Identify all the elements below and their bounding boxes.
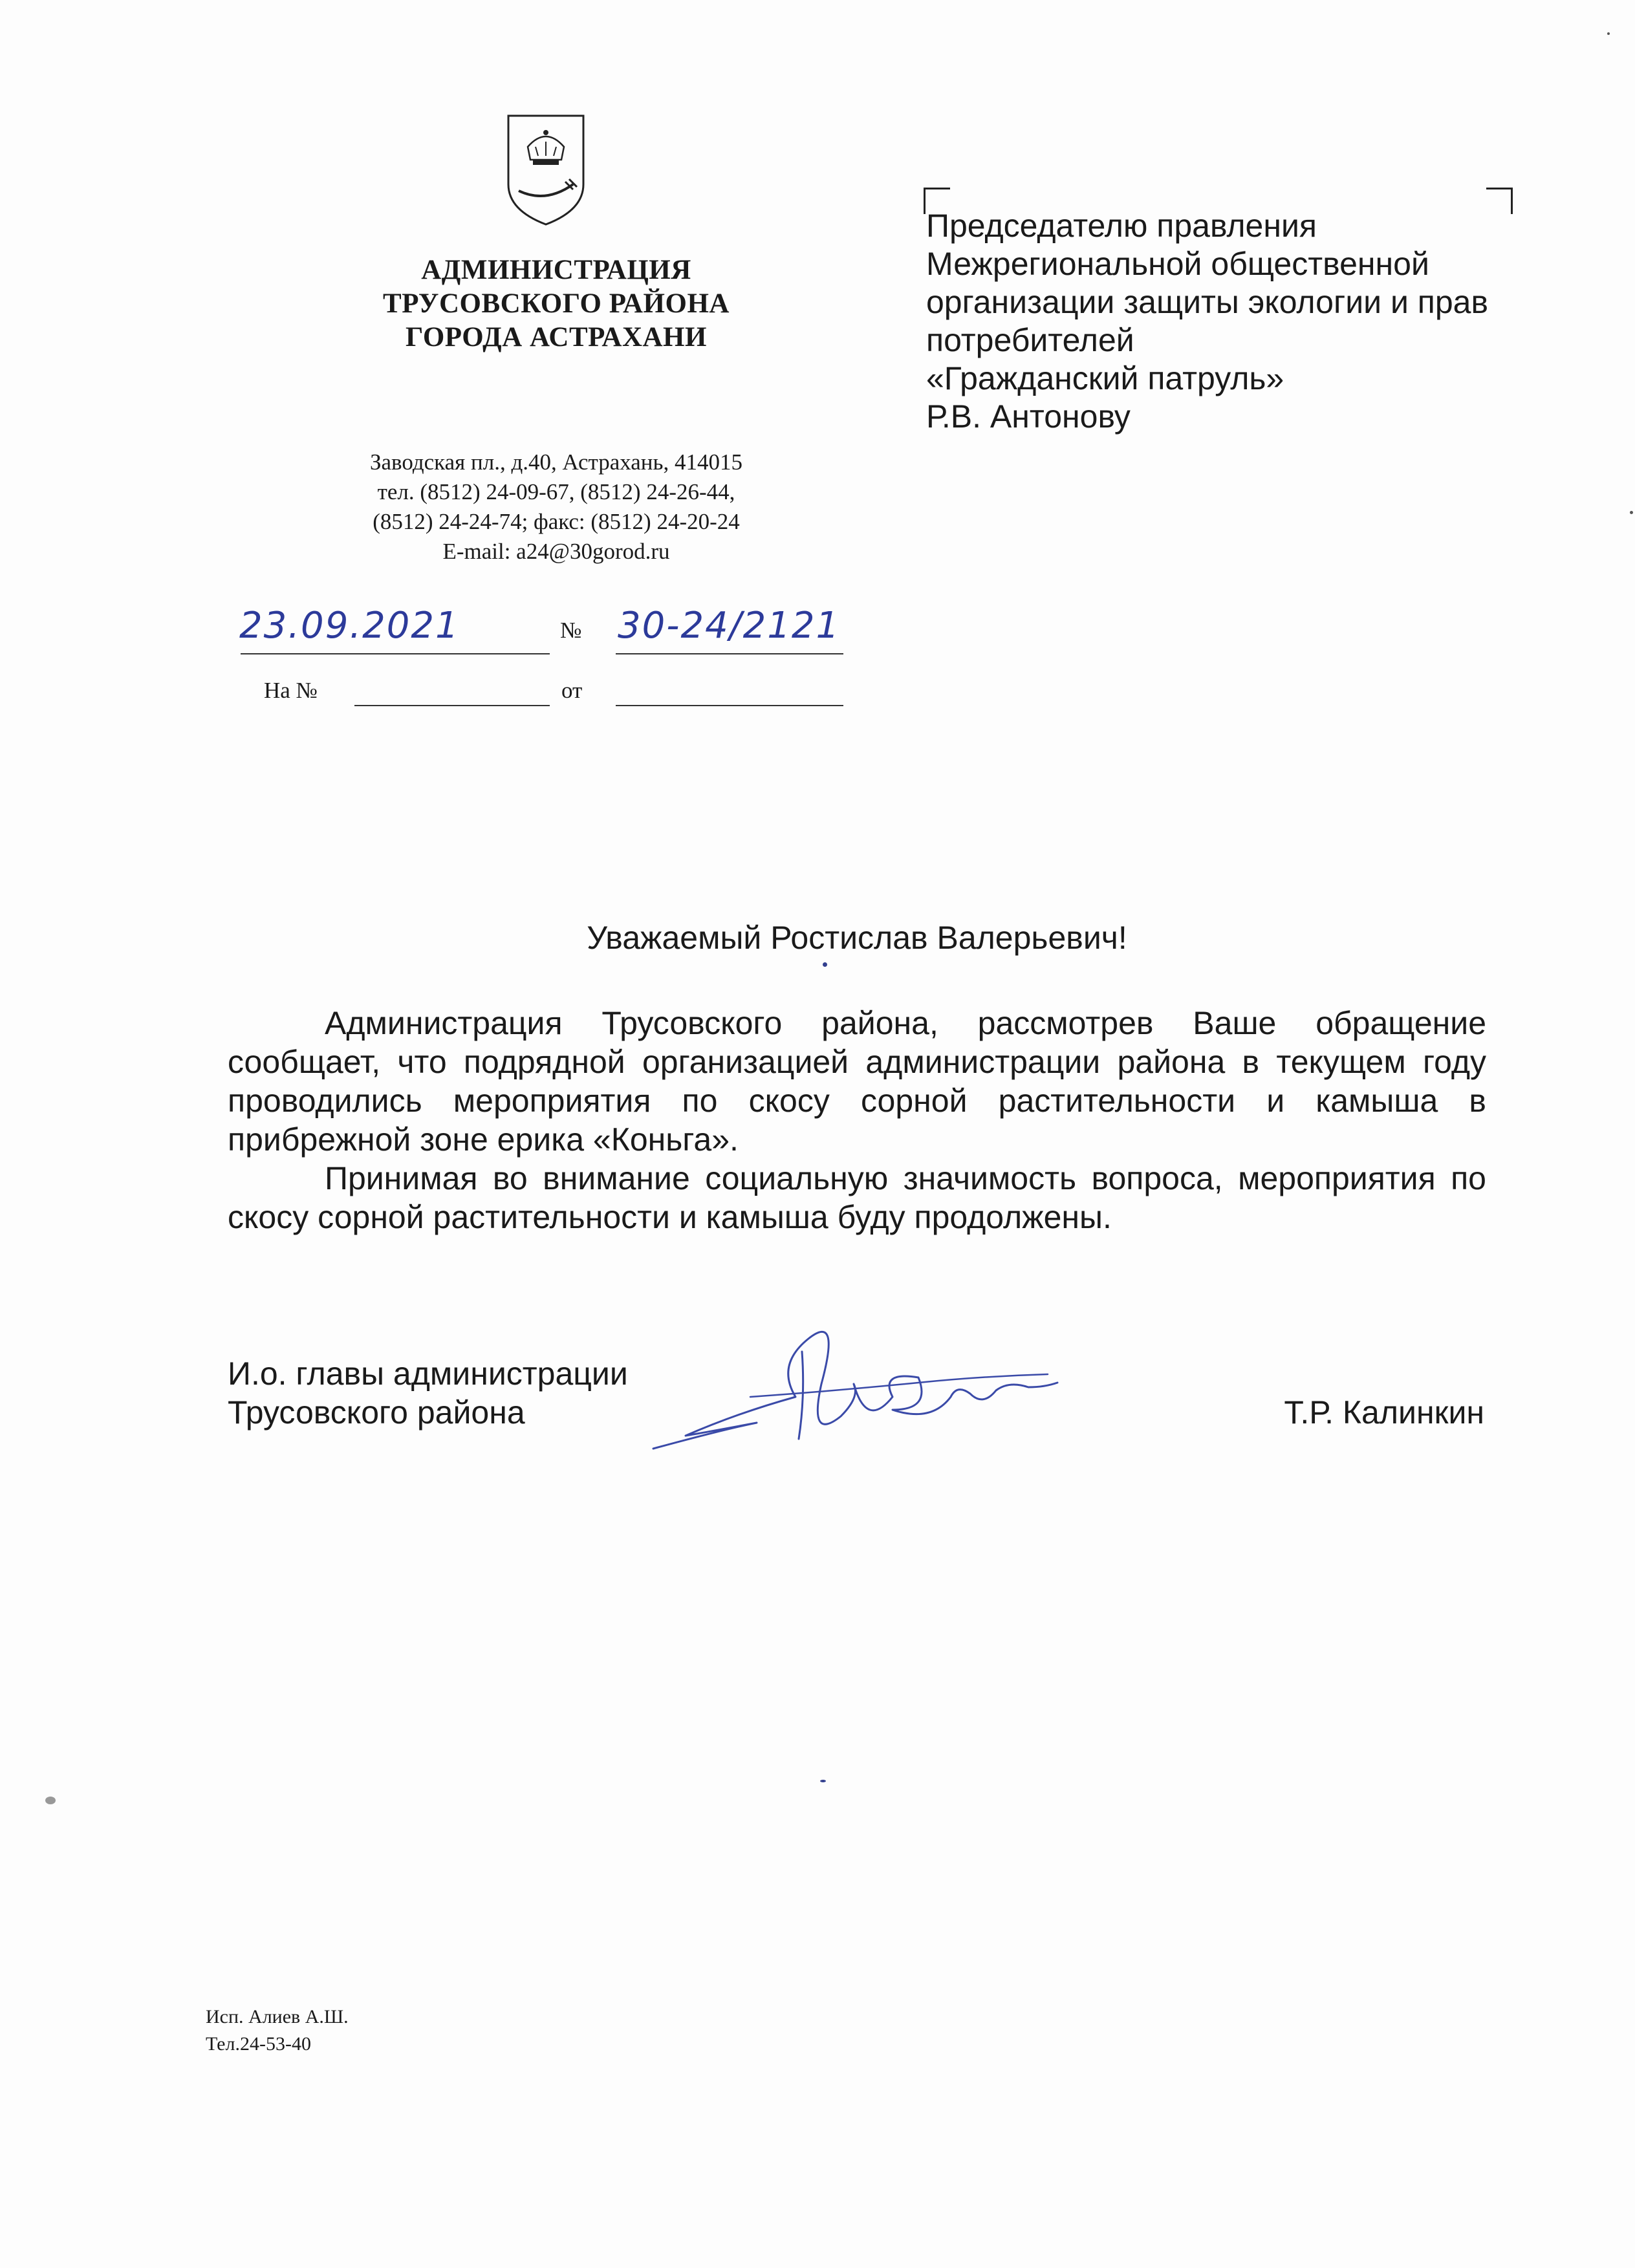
scan-speck [1607, 32, 1610, 35]
addressee-line-2: Межрегиональной общественной [926, 246, 1429, 282]
addressee-line-1: Председателю правления [926, 208, 1317, 244]
addressee-line-5: «Гражданский патруль» [926, 360, 1284, 396]
executor-phone: Тел.24-53-40 [206, 2033, 311, 2055]
coat-of-arms-emblem [506, 113, 586, 226]
email-line: E-mail: a24@30gorod.ru [442, 539, 670, 564]
reply-number-label: На № [264, 678, 318, 703]
scan-speck [1630, 511, 1633, 514]
addressee-block [926, 207, 1573, 436]
organization-name-line-1: АДМИНИСТРАЦИЯ [421, 255, 691, 285]
reply-number-underline [354, 705, 550, 706]
signatory-title [228, 1354, 628, 1432]
signatory-title-line-1: И.о. главы администрации [228, 1355, 628, 1392]
number-label: № [560, 618, 582, 643]
addressee-line-4: потребителей [926, 322, 1134, 358]
outgoing-number: 30-24/2121 [618, 605, 841, 647]
date-underline [241, 653, 550, 654]
body-paragraph-1: Администрация Трусовского района, рассмотрев Ваше обращение сообщает, что подрядной организацией администрации района в текущем году проводились мероприятия по скосу сорной растительности и камыша в прибрежной зоне ерика «Коньга». [228, 1005, 1486, 1158]
handwritten-signature [647, 1300, 1061, 1468]
reply-date-underline [616, 705, 843, 706]
addressee-line-3: организации защиты экологии и прав [926, 284, 1489, 320]
scan-speck [45, 1797, 56, 1804]
executor-name: Исп. Алиев А.Ш. [206, 2006, 349, 2027]
executor-info [206, 2003, 349, 2058]
organization-contacts [272, 448, 841, 567]
body-paragraph-2: Принимая во внимание социальную значимость вопроса, мероприятия по скосу сорной растительности и камыша буду продолжены. [228, 1160, 1486, 1235]
salutation: Уважаемый Ростислав Валерьевич! [587, 920, 1127, 956]
reply-date-label: от [561, 678, 583, 703]
addressee-line-6: Р.В. Антонову [926, 398, 1131, 435]
number-underline [616, 653, 843, 654]
phone-line-2: (8512) 24-24-74; факс: (8512) 24-20-24 [373, 509, 740, 534]
letter-body [228, 1004, 1486, 1237]
signatory-name: Т.Р. Калинкин [1284, 1394, 1484, 1431]
phone-line-1: тел. (8512) 24-09-67, (8512) 24-26-44, [377, 479, 735, 504]
signatory-title-line-2: Трусовского района [228, 1394, 525, 1431]
scan-speck [820, 1780, 826, 1782]
address-line: Заводская пл., д.40, Астрахань, 414015 [369, 449, 742, 475]
outgoing-date: 23.09.2021 [239, 605, 460, 647]
organization-name [272, 254, 841, 354]
organization-name-line-2: ТРУСОВСКОГО РАЙОНА [383, 288, 730, 319]
organization-name-line-3: ГОРОДА АСТРАХАНИ [406, 322, 707, 352]
scan-speck [823, 962, 827, 967]
